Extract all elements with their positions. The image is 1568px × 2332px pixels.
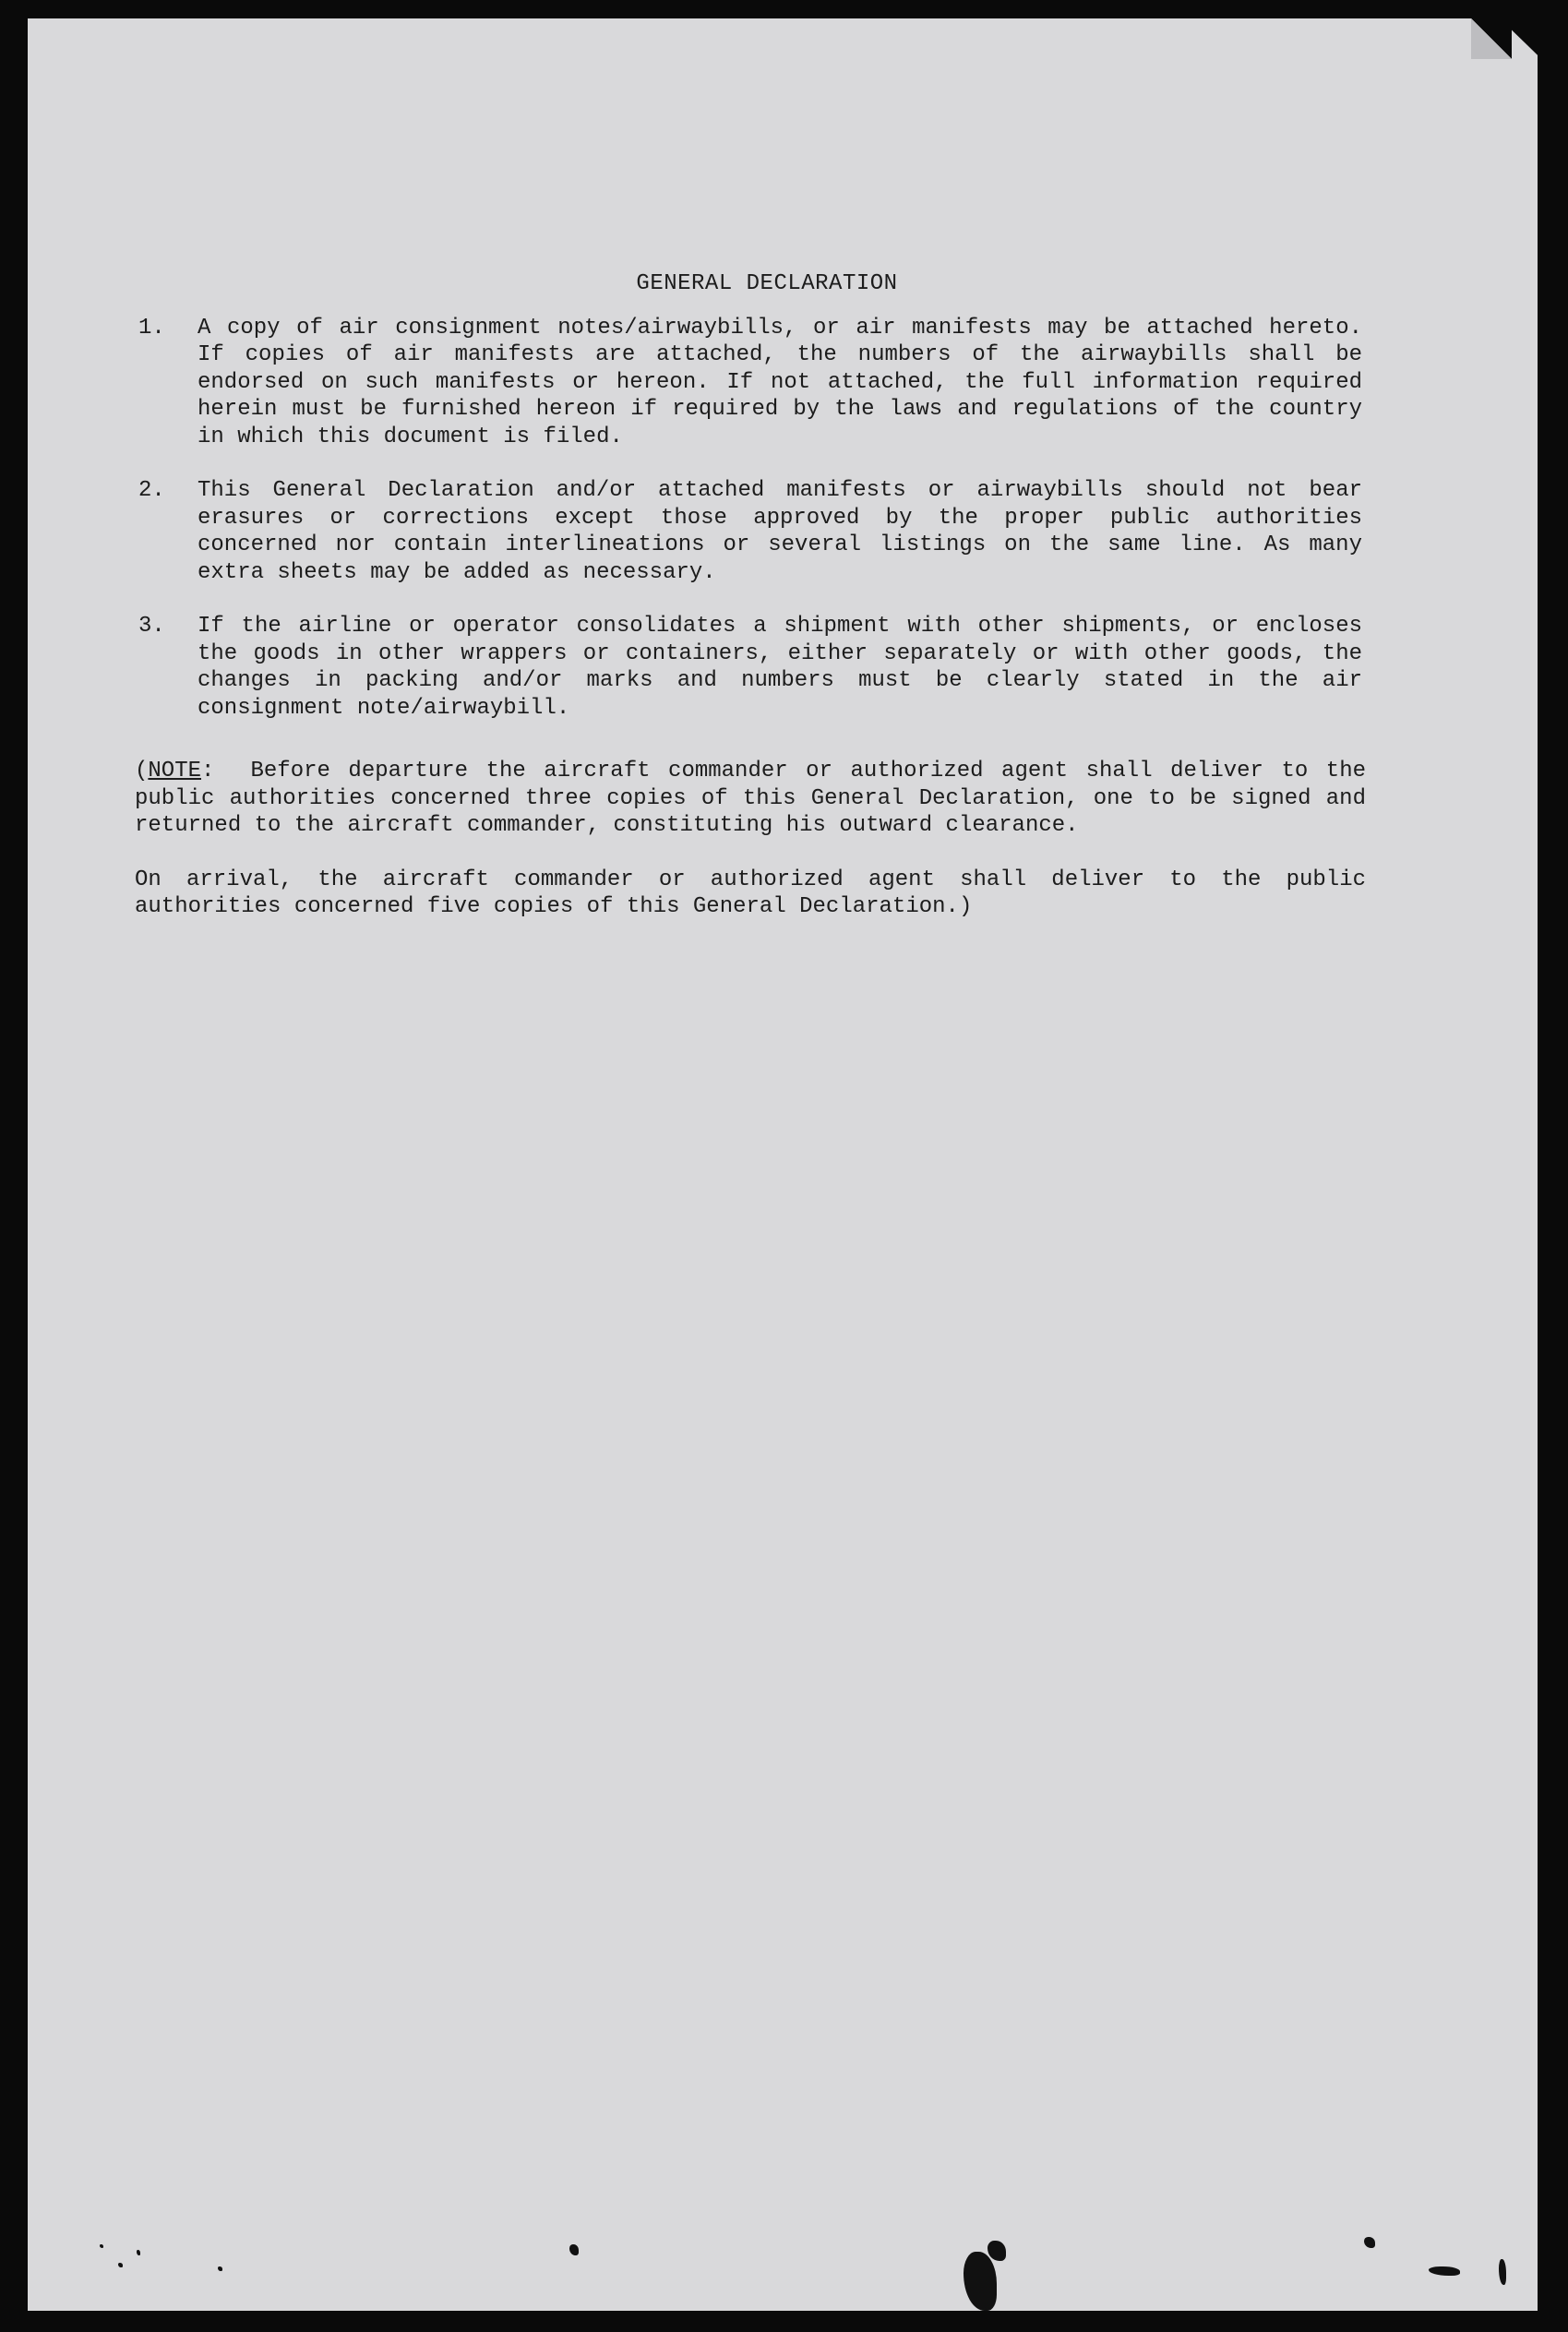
instruction-item-3: [135, 613, 1371, 722]
scan-artifact: [100, 2244, 103, 2248]
scan-artifact: [1499, 2259, 1506, 2285]
scan-artifact: [569, 2244, 579, 2255]
document-body: [135, 270, 1371, 943]
folded-corner: [1471, 18, 1512, 59]
item-number: 3.: [138, 614, 165, 639]
note-text: Before departure the aircraft commander or authorized agent shall deliver to the public authorities concerned three copies of this General Declaration, one to be signed and returned to the aircraft commander, constituting his outward clearance.: [135, 759, 1367, 838]
note-paragraph: [135, 758, 1366, 840]
scan-artifact: [137, 2250, 140, 2255]
note-label: NOTE: [148, 759, 202, 783]
scan-artifact: [1364, 2237, 1375, 2248]
item-text: This General Declaration and/or attached manifests or airwaybills should not bear erasures or corrections except those approved by the proper public authorities concerned nor contain interlineations or several listings on the same line. As many extra sheets may be added as necessary.: [197, 478, 1362, 585]
scan-artifact: [118, 2263, 123, 2267]
instruction-item-1: [135, 315, 1371, 451]
scan-artifact: [218, 2266, 222, 2271]
item-number: 2.: [138, 478, 165, 503]
item-text: A copy of air consignment notes/airwaybills, or air manifests may be attached hereto. If copies of air manifests are attached, the numbers of the airwaybills shall be endorsed on such manifests or hereon. If not attached, the full information required herein must be furnished hereon if required by the laws and regulations of the country in which this document is filed.: [197, 315, 1362, 449]
note-colon: :: [201, 759, 215, 783]
document-title: GENERAL DECLARATION: [636, 271, 898, 296]
instruction-item-2: [135, 477, 1371, 586]
item-number: 1.: [138, 315, 165, 341]
item-text: If the airline or operator consolidates a shipment with other shipments, or encloses the goods in other wrappers or containers, either separately or with other goods, the changes in packing and/or marks and numbers must be clearly stated in the air consignment note/airwaybill.: [197, 614, 1362, 721]
arrival-paragraph: On arrival, the aircraft commander or authorized agent shall deliver to the public authorities concerned five copies of this General Declaration.): [135, 867, 1366, 919]
note-open-paren: (: [135, 759, 149, 783]
